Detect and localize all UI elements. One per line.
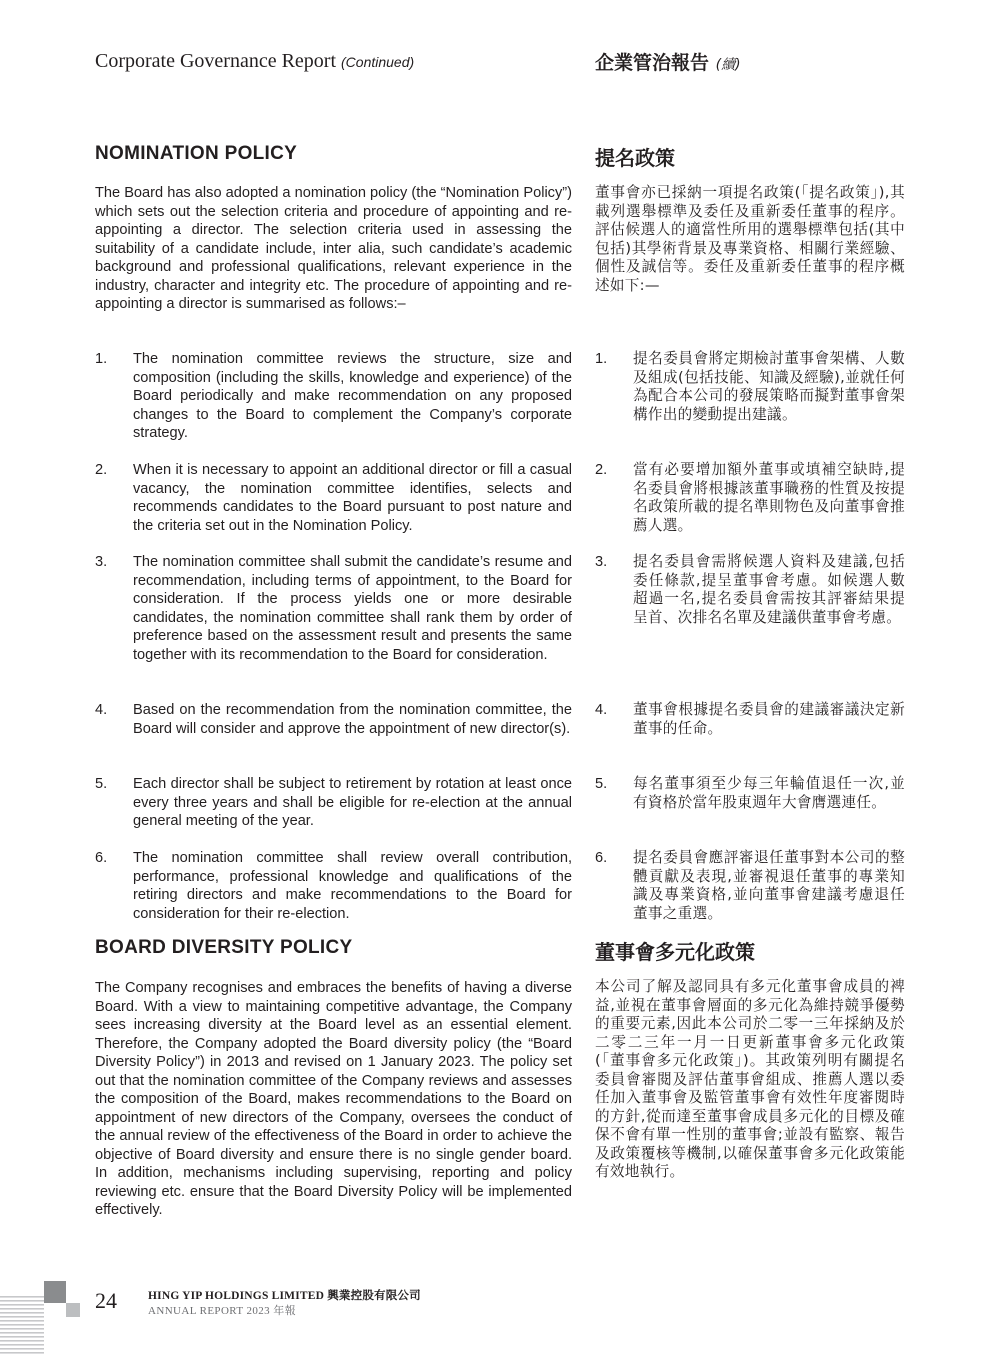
- footer-decoration-graphic: [0, 1278, 90, 1357]
- item-number: 6.: [95, 850, 108, 866]
- item-text-en: Each director shall be subject to retirement by rotation at least once every three years and shall be eligible for re-election at the annual general meeting of the year.: [133, 776, 572, 829]
- nomination-item-zh: [595, 350, 905, 424]
- page-number: 24: [95, 1288, 117, 1313]
- item-text-en: The nomination committee reviews the structure, size and composition (including the skills, knowledge and experience) of the Board periodically and make recommendation on any proposed changes to the Board to complement the Company’s corporate strategy.: [133, 351, 572, 441]
- item-number: 4.: [595, 702, 608, 718]
- item-text-en: The nomination committee shall review overall contribution, performance, professional knowledge and qualifications of the retiring directors and make recommendations to the Board for consideration for their re-election.: [133, 850, 572, 922]
- nomination-item-en: [95, 849, 572, 923]
- nomination-item-en: [95, 553, 572, 664]
- nomination-item-zh: [595, 461, 905, 535]
- item-number: 3.: [595, 554, 608, 570]
- nomination-item-zh: [595, 701, 905, 738]
- header-continued-en: (Continued): [341, 54, 415, 70]
- item-number: 3.: [95, 554, 108, 570]
- item-text-zh: 當有必要增加額外董事或填補空缺時,提名委員會將根據該董事職務的性質及按提名政策所載的提名準則物色及向董事會推薦人選。: [633, 461, 905, 534]
- nomination-heading-zh: 提名政策: [595, 146, 675, 170]
- item-number: 5.: [595, 776, 608, 792]
- header-title-zh-text: 企業管治報告: [595, 52, 710, 74]
- nomination-item-zh: [595, 553, 905, 627]
- nomination-item-en: [95, 350, 572, 443]
- nomination-item-zh: [595, 849, 905, 923]
- header-title-en-text: Corporate Governance Report: [95, 50, 337, 72]
- nomination-intro-en: The Board has also adopted a nomination policy (the “Nomination Policy”) which sets out the selection criteria and procedure of appointing and re-appointing a director. The selection criteria used in assessing the suitability of a candidate include, inter alia, such candidate’s academic background and professional qualifications, relevant experience in the industry, character and integrity etc. The procedure of appointing and re-appointing a director is summarised as follows:–: [95, 185, 572, 312]
- item-number: 1.: [95, 351, 108, 367]
- nomination-item-en: [95, 701, 572, 738]
- item-text-zh: 提名委員會應評審退任董事對本公司的整體貢獻及表現,並審視退任董事的專業知識及專業資格,並向董事會建議考慮退任董事之重選。: [633, 849, 905, 922]
- item-number: 2.: [595, 462, 608, 478]
- nomination-item-en: [95, 775, 572, 831]
- item-text-en: The nomination committee shall submit the candidate’s resume and recommendation, including terms of appointment, to the Board for consideration. If the process yields one or more desirable candidates, the nomination committee shall rank them by order of preference based on the assessment result and presents the same together with its recommendation to the Board for consideration.: [133, 554, 572, 663]
- item-text-en: Based on the recommendation from the nomination committee, the Board will consider and approve the appointment of new director(s).: [133, 702, 572, 737]
- item-text-zh: 每名董事須至少每三年輪值退任一次,並有資格於當年股東週年大會膺選連任。: [633, 775, 905, 811]
- item-text-zh: 提名委員會需將候選人資料及建議,包括委任條款,提呈董事會考慮。如候選人數超過一名,提名委員會需按其評審結果提呈首、次排名名單及建議供董事會考慮。: [633, 553, 905, 626]
- item-number: 6.: [595, 850, 608, 866]
- diversity-body-zh: 本公司了解及認同具有多元化董事會成員的裨益,並視在董事會層面的多元化為維持競爭優勢的重要元素,因此本公司於二零一三年採納及於二零二三年一月一日更新董事會多元化政策(「董事會多元化政策」)。其政策列明有關提名委員會審閱及評估董事會組成、推薦人選以委任加入董事會及監管董事會有效性年度審閱時的方針,從而達至董事會成員多元化的目標及確保不會有單一性別的董事會;並設有監察、報告及政策覆核等機制,以確保董事會多元化政策能有效地執行。: [595, 978, 905, 1180]
- nomination-item-en: [95, 461, 572, 535]
- item-number: 2.: [95, 462, 108, 478]
- diversity-heading-en: BOARD DIVERSITY POLICY: [95, 937, 353, 958]
- footer-report-label: ANNUAL REPORT 2023 年報: [148, 1305, 296, 1317]
- header-continued-zh: (續): [715, 57, 741, 73]
- item-text-en: When it is necessary to appoint an additional director or fill a casual vacancy, the nomination committee identifies, selects and recommends candidates to the Board pursuant to post nature and the criteria set out in the Nomination Policy.: [133, 462, 572, 534]
- item-number: 5.: [95, 776, 108, 792]
- diversity-heading-zh: 董事會多元化政策: [595, 940, 755, 964]
- nomination-heading-en: NOMINATION POLICY: [95, 143, 298, 164]
- header-title-en: [95, 50, 414, 73]
- footer-company-name: HING YIP HOLDINGS LIMITED 興業控股有限公司: [148, 1290, 421, 1302]
- item-number: 4.: [95, 702, 108, 718]
- item-number: 1.: [595, 351, 608, 367]
- item-text-zh: 董事會根據提名委員會的建議審議決定新董事的任命。: [633, 701, 905, 737]
- item-text-zh: 提名委員會將定期檢討董事會架構、人數及組成(包括技能、知識及經驗),並就任何為配合本公司的發展策略而擬對董事會架構作出的變動提出建議。: [633, 350, 905, 423]
- header-title-zh: [595, 48, 741, 75]
- nomination-intro-zh: 董事會亦已採納一項提名政策(「提名政策」),其載列選舉標準及委任及重新委任董事的程序。評估候選人的適當性所用的選舉標準包括(其中包括)其學術背景及專業資格、相關行業經驗、個性及誠信等。委任及重新委任董事的程序概述如下:—: [595, 184, 905, 294]
- nomination-item-zh: [595, 775, 905, 812]
- diversity-body-en: The Company recognises and embraces the benefits of having a diverse Board. With a view to maintaining competitive advantage, the Company sees increasing diversity at the Board level as an essential element. Therefore, the Company adopted the Board diversity policy (the “Board Diversity Policy”) in 2013 and revised on 1 January 2023. The policy set out that the nomination committee of the Company reviews and assesses the composition of the Board, makes recommendations to the Board on appointment of new directors of the Company, oversees the conduct of the annual review of the effectiveness of the Board in order to achieve the objective of Board diversity and ensure there is no single gender board. In addition, mechanisms including supervising, reporting and policy reviewing etc. ensure that the Board Diversity Policy will be implemented effectively.: [95, 980, 572, 1218]
